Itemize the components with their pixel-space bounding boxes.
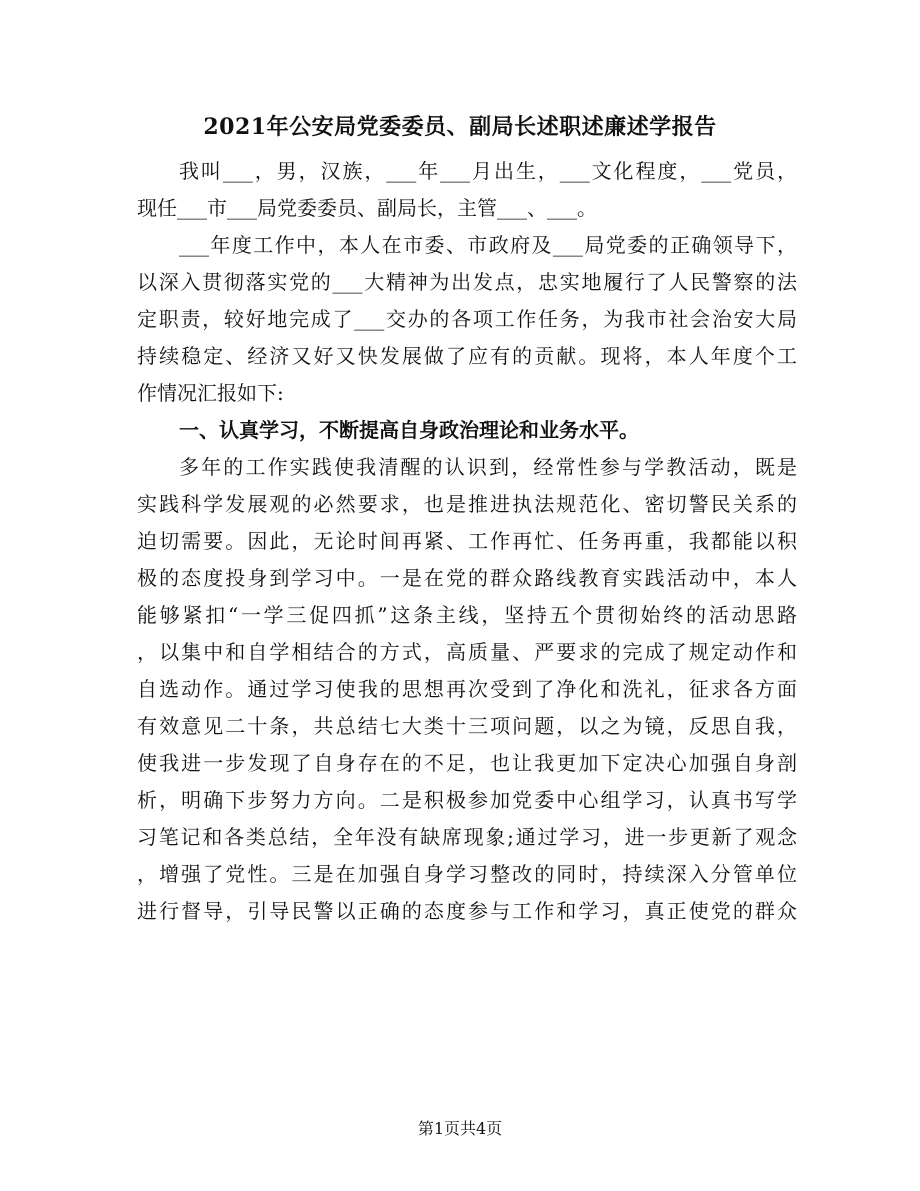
text-line: 习笔记和各类总结，全年没有缺席现象;通过学习，进一步更新了观念 [137,825,797,849]
text-line: 多年的工作实践使我清醒的认识到，经常性参与学教活动，既是 [179,455,797,479]
text-line: 我叫___，男，汉族，___年___月出生，___文化程度，___党员， [179,159,797,183]
text-line: 持续稳定、经济又好又快发展做了应有的贡献。现将，本人年度个工 [137,344,797,368]
text-line: 现任___市___局党委委员、副局长，主管___、___。 [137,196,597,220]
text-line: ，以集中和自学相结合的方式，高质量、严要求的完成了规定动作和 [137,640,797,664]
section-heading: 一、认真学习，不断提高自身政治理论和业务水平。 [179,418,639,442]
text-line: 析，明确下步努力方向。二是积极参加党委中心组学习，认真书写学 [137,788,797,812]
text-line: 实践科学发展观的必然要求，也是推进执法规范化、密切警民关系的 [137,492,797,516]
document-title: 2021年公安局党委委员、副局长述职述廉述学报告 [203,114,717,140]
text-line: 能够紧扣“一学三促四抓”这条主线，坚持五个贯彻始终的活动思路 [137,603,797,627]
text-line: 进行督导，引导民警以正确的态度参与工作和学习，真正使党的群众 [137,899,797,923]
text-line: 极的态度投身到学习中。一是在党的群众路线教育实践活动中，本人 [137,566,797,590]
document-body [137,153,797,930]
text-line: 作情况汇报如下: [137,381,284,405]
text-line: 以深入贯彻落实党的___大精神为出发点，忠实地履行了人民警察的法 [137,270,797,294]
text-line: 迫切需要。因此，无论时间再紧、工作再忙、任务再重，我都能以积 [137,529,797,553]
text-line: 使我进一步发现了自身存在的不足，也让我更加下定决心加强自身剖 [137,751,797,775]
text-line: 有效意见二十条，共总结七大类十三项问题，以之为镜，反思自我， [137,714,797,738]
text-line: 自选动作。通过学习使我的思想再次受到了净化和洗礼，征求各方面 [137,677,797,701]
text-line: ___年度工作中，本人在市委、市政府及___局党委的正确领导下， [179,233,797,257]
text-line: ，增强了党性。三是在加强自身学习整改的同时，持续深入分管单位 [137,862,797,886]
page-number: 第1页共4页 [417,1119,503,1138]
text-line: 定职责，较好地完成了___交办的各项工作任务，为我市社会治安大局 [137,307,797,331]
